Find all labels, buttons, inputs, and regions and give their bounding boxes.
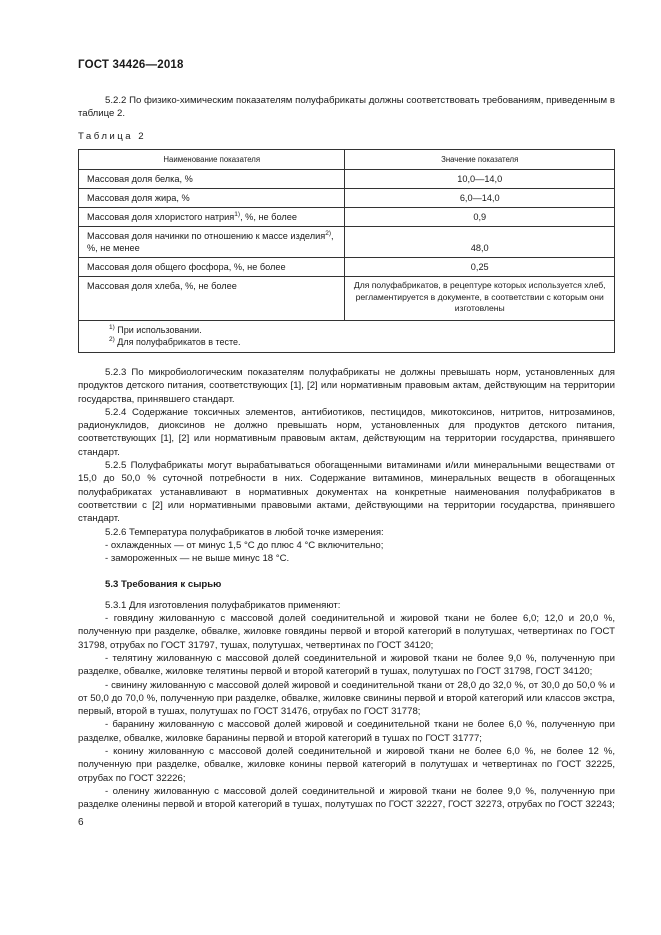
- list-item-chilled: - охлажденных — от минус 1,5 °С до плюс 4 °С включительно;: [105, 539, 384, 551]
- footnote: [109, 336, 606, 349]
- paragraph-5-2-5: 5.2.5 Полуфабрикаты могут вырабатываться обогащенными витаминами и/или минеральными веществами от 15,0 до 50,0 % суточной потребности в них. Содержание витаминов, минеральных веществ в обогащенных полуфабрикатах устанавливают в нормативных документах на конкретные наименования полуфабрикатов в соответствии с [2] или нормативными правовыми актами, действующими на территории государства, принявшего стандарт.: [78, 460, 615, 525]
- indicator-value: 0,25: [345, 258, 615, 277]
- paragraph-5-2-3: 5.2.3 По микробиологическим показателям полуфабрикаты не должны превышать норм, установленных для продуктов детского питания, соответствующих [1], [2] или нормативным правовым актам, действующим на территории государства, принявшего стандарт.: [78, 367, 615, 405]
- table-row: [79, 170, 615, 189]
- section-heading-5-3: 5.3 Требования к сырью: [105, 579, 222, 591]
- indicator-value: 10,0—14,0: [345, 170, 615, 189]
- indicator-value: Для полуфабрикатов, в рецептуре которых используется хлеб, регламентируется в документе, в соответствии с которым они изготовлены: [345, 277, 615, 321]
- table-notes-row: [79, 320, 615, 352]
- indicator-name: [79, 227, 345, 258]
- table-2: [78, 149, 615, 353]
- indicator-value: 48,0: [345, 227, 615, 258]
- paragraph-text: 5.2.2 По физико-химическим показателям полуфабрикаты должны соответствовать требованиям, приведенным в таблице 2.: [78, 95, 615, 120]
- table-header-row: [79, 150, 615, 170]
- indicator-name: Массовая доля общего фосфора, %, не более: [79, 258, 345, 277]
- table-row: [79, 277, 615, 321]
- column-header: Наименование показателя: [79, 150, 345, 170]
- table-row: [79, 258, 615, 277]
- paragraph-5-2-6: 5.2.6 Температура полуфабрикатов в любой точке измерения:: [105, 526, 384, 538]
- footnote-mark: 2): [325, 230, 331, 237]
- table-row: [79, 189, 615, 208]
- table-notes: [79, 320, 615, 352]
- document-header: ГОСТ 34426—2018: [78, 59, 184, 71]
- footnote-mark: 1): [109, 323, 115, 331]
- list-item-pork: - свинину жилованную с массовой долей жировой и соединительной ткани от 28,0 до 32,0 %, от 30,0 до 50,0 % и от 50,0 до 70,0 %, полученную при разделке, обвалке, жиловке свинины первой и второй категорий или классов экстра, первый, второй в тушах, полутушах по ГОСТ 31476, отрубах по ГОСТ 31778;: [78, 679, 615, 718]
- list-item-horse-meat: - конину жилованную с массовой долей соединительной и жировой ткани не более 6,0 %, не более 12 %, полученную при разделке, обвалке, жиловке конины первой категорий в полутушах и четвертинах по ГОСТ 32225, отрубах по ГОСТ 32226;: [78, 746, 615, 784]
- list-item-veal: - телятину жилованную с массовой долей соединительной и жировой ткани не более 9,0 %, полученную при разделке, обвалке, жиловке телятины первой и второй категорий в тушах, полутушах по ГОСТ 31798, ГОСТ 34120;: [78, 652, 615, 678]
- table-caption: Таблица 2: [78, 131, 147, 142]
- table-row: [79, 227, 615, 258]
- footnote: [109, 324, 606, 337]
- table-row: [79, 208, 615, 227]
- footnote-mark: 1): [234, 211, 241, 218]
- indicator-value: 0,9: [345, 208, 615, 227]
- indicator-unit: , %, не менее: [87, 231, 334, 253]
- indicator-name: Массовая доля жира, %: [79, 189, 345, 208]
- indicator-unit: , %, не более: [240, 212, 297, 222]
- page-number: 6: [78, 817, 84, 828]
- indicator-name-text: Массовая доля начинки по отношению к массе изделия: [87, 231, 326, 241]
- list-item-frozen: - замороженных — не выше минус 18 °С.: [105, 553, 290, 565]
- paragraph-5-2-4: 5.2.4 Содержание токсичных элементов, антибиотиков, пестицидов, микотоксинов, нитритов, нитрозаминов, радионуклидов, диоксинов не должно превышать норм, установленных для продуктов детского питания, соответствующих [1], [2] или нормативным правовым актам, действующим на территории государства, принявшего стандарт.: [78, 406, 615, 458]
- footnote-text: При использовании.: [117, 324, 202, 335]
- paragraph-5-2-2: [78, 94, 615, 121]
- list-item-venison: - оленину жилованную с массовой долей соединительной и жировой ткани не более 9,0 %, полученную при разделке оленины первой и второй категорий в тушах, полутушах по ГОСТ 32227, ГОСТ 32273, отрубах по ГОСТ 32243;: [78, 785, 615, 811]
- column-header: Значение показателя: [345, 150, 615, 170]
- list-item-mutton: - баранину жилованную с массовой долей жировой и соединительной ткани не более 6,0 %, полученную при разделке, обвалке, жиловке баранины первой и второй категорий в тушах по ГОСТ 31777;: [78, 719, 615, 744]
- footnote-mark: 2): [109, 336, 115, 343]
- indicator-name: Массовая доля хлеба, %, не более: [79, 277, 345, 321]
- paragraph-5-3-1: 5.3.1 Для изготовления полуфабрикатов применяют:: [105, 599, 341, 611]
- body-text: [78, 366, 615, 812]
- list-item-beef: - говядину жилованную с массовой долей соединительной и жировой ткани не более 6,0; 12,0 и 20,0 %, полученную при разделке, обвалке, жиловке говядины первой и второй категорий в полутушах, четвертинах по ГОСТ 31798, отрубах по ГОСТ 31797, тушах, полутушах, четвертинах по ГОСТ 34120;: [78, 613, 615, 651]
- footnote-text: Для полуфабрикатов в тесте.: [117, 337, 241, 347]
- indicator-name: Массовая доля белка, %: [79, 170, 345, 189]
- indicator-value: 6,0—14,0: [345, 189, 615, 208]
- indicator-name-text: Массовая доля хлористого натрия: [87, 212, 235, 222]
- indicator-name: [79, 208, 345, 227]
